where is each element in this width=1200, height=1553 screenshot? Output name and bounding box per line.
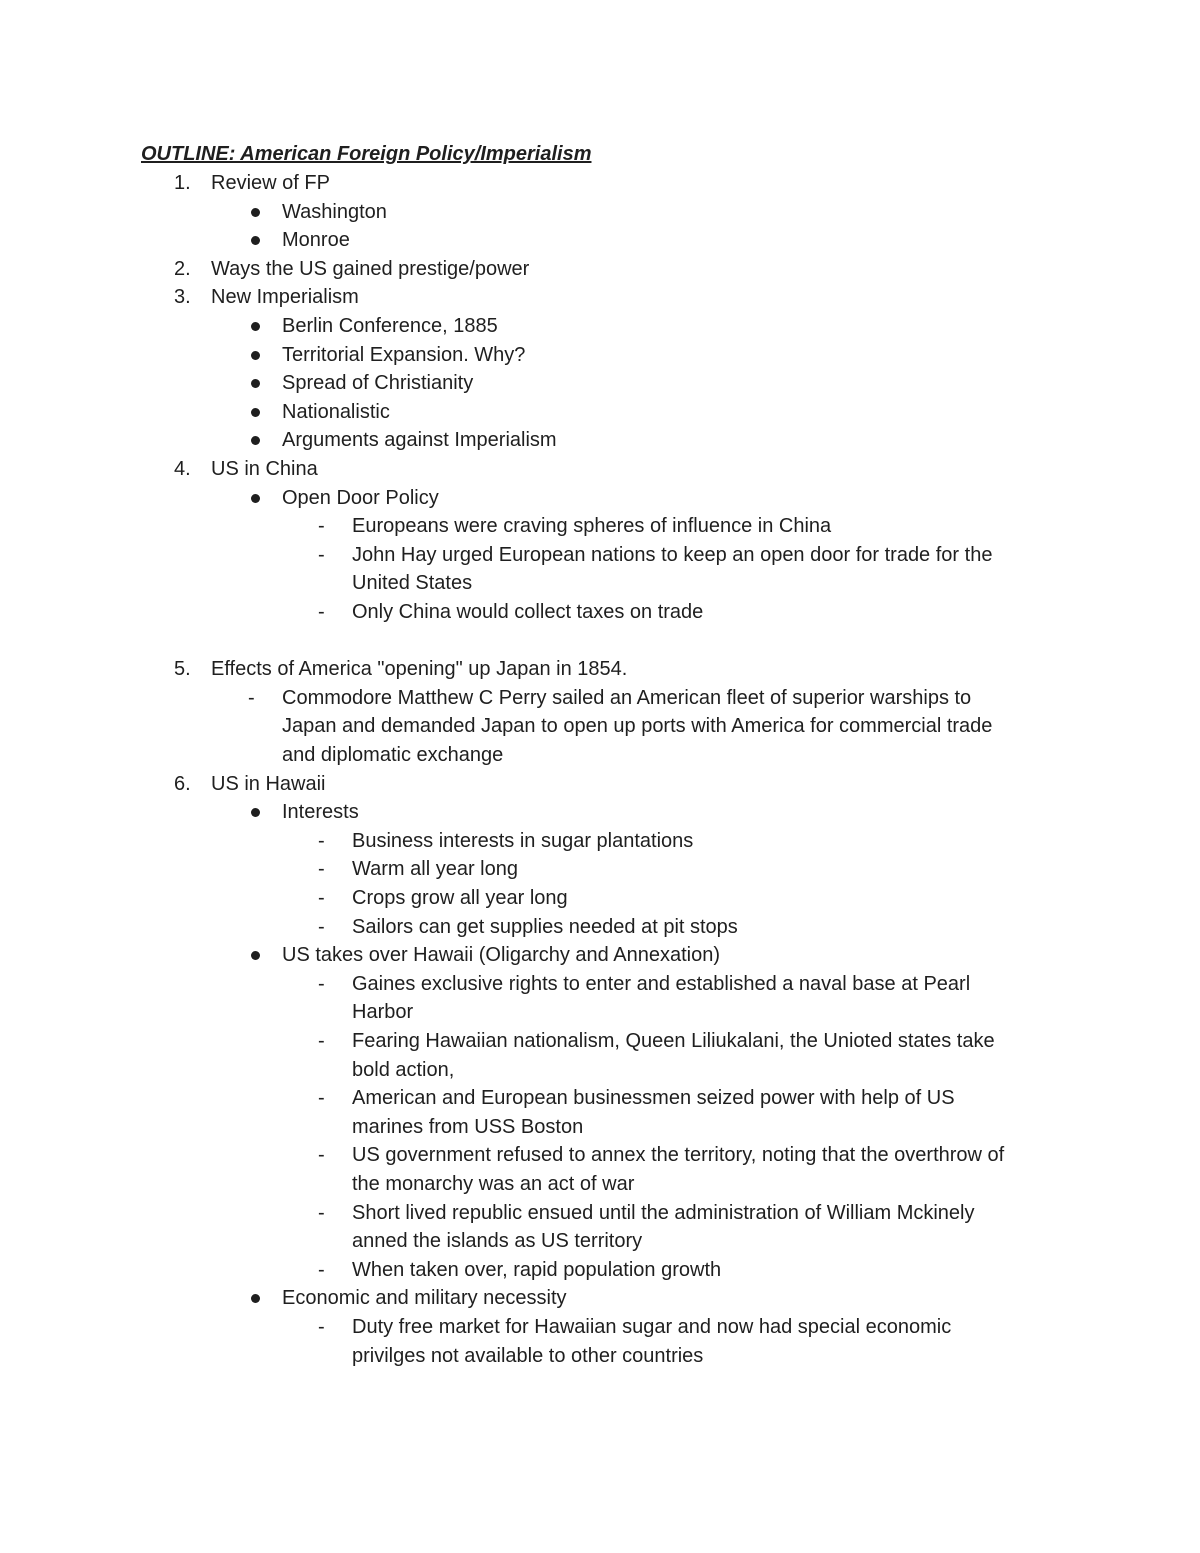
bullet-item [0, 341, 1200, 370]
bullet-item [0, 398, 1200, 427]
item-text: Effects of America "opening" up Japan in 1854. [211, 658, 628, 681]
bullet-item [0, 941, 1200, 970]
dash-marker: - [318, 887, 325, 909]
dash-text: Business interests in sugar plantations [352, 829, 694, 852]
bullet-item [0, 226, 1200, 255]
dash-item [0, 913, 1200, 942]
dash-text: Gaines exclusive rights to enter and established a naval base at Pearl [352, 972, 971, 995]
dash-text: John Hay urged European nations to keep an open door for trade for the [352, 543, 993, 566]
dash-text: anned the islands as US territory [352, 1230, 643, 1253]
dash-item [0, 512, 1200, 541]
bullet-text: Berlin Conference, 1885 [282, 315, 498, 337]
dash-text: Harbor [352, 1001, 414, 1024]
bullet-item [0, 312, 1200, 341]
numbered-item [0, 455, 1200, 484]
dash-text: Europeans were craving spheres of influence in China [352, 515, 832, 538]
dash-item [0, 569, 1200, 598]
bullet-icon [251, 808, 260, 817]
dash-marker: - [318, 858, 325, 881]
dash-marker: - [318, 515, 325, 538]
dash-item [0, 855, 1200, 884]
item-number: 1. [174, 172, 191, 194]
item-number: 6. [174, 772, 191, 795]
dash-text: Crops grow all year long [352, 887, 568, 909]
dash-marker: - [318, 1144, 325, 1167]
dash-text: American and European businessmen seized power with help of US [352, 1087, 955, 1110]
bullet-icon [251, 322, 260, 331]
dash-item [0, 1227, 1200, 1256]
dash-text: marines from USS Boston [352, 1115, 584, 1138]
item-text: US in China [211, 458, 318, 480]
dash-text: Commodore Matthew C Perry sailed an American fleet of superior warships to [282, 686, 972, 709]
dash-marker: - [318, 829, 325, 852]
dash-text: Duty free market for Hawaiian sugar and now had special economic [352, 1316, 952, 1338]
item-text: Review of FP [211, 172, 330, 194]
bullet-item [0, 484, 1200, 513]
dash-item [0, 1199, 1200, 1228]
dash-marker: - [318, 601, 325, 623]
dash-marker: - [318, 1316, 325, 1338]
dash-text: When taken over, rapid population growth [352, 1258, 722, 1281]
dash-text: Japan and demanded Japan to open up ports with America for commercial trade [282, 715, 993, 738]
dash-marker: - [318, 1201, 325, 1224]
bullet-icon [251, 436, 260, 445]
dash-text: Only China would collect taxes on trade [352, 601, 704, 623]
dash-item [0, 1084, 1200, 1113]
bullet-item [0, 798, 1200, 827]
dash-text: privilges not available to other countries [352, 1344, 704, 1367]
dash-item [0, 884, 1200, 913]
bullet-text: Washington [282, 200, 387, 223]
bullet-icon [251, 379, 260, 388]
dash-item [0, 827, 1200, 856]
dash-item [0, 998, 1200, 1027]
dash-marker: - [318, 1258, 325, 1281]
dash-marker: - [318, 543, 325, 566]
dash-text: United States [352, 572, 473, 595]
dash-item [0, 1113, 1200, 1142]
bullet-icon [251, 1294, 260, 1303]
bullet-text: Monroe [282, 229, 350, 252]
dash-marker: - [318, 972, 325, 995]
numbered-item [0, 169, 1200, 198]
dash-text: Warm all year long [352, 858, 518, 881]
dash-text: bold action, [352, 1058, 455, 1081]
bullet-icon [251, 208, 260, 217]
bullet-icon [251, 236, 260, 245]
bullet-icon [251, 351, 260, 360]
dash-text: and diplomatic exchange [282, 744, 504, 766]
bullet-text: Nationalistic [282, 400, 390, 423]
dash-item [0, 1170, 1200, 1199]
bullet-item [0, 426, 1200, 455]
dash-item [0, 1256, 1200, 1285]
bullet-text: Arguments against Imperialism [282, 429, 557, 452]
bullet-icon [251, 494, 260, 503]
numbered-item [0, 770, 1200, 799]
dash-item [0, 684, 1200, 713]
dash-item [0, 598, 1200, 627]
item-number: 2. [174, 257, 191, 280]
bullet-item [0, 369, 1200, 398]
dash-item [0, 1056, 1200, 1085]
dash-text: Fearing Hawaiian nationalism, Queen Liliukalani, the Unioted states take [352, 1030, 995, 1052]
dash-item [0, 712, 1200, 741]
bullet-text: Interests [282, 801, 359, 824]
dash-text: the monarchy was an act of war [352, 1173, 635, 1195]
dash-text: Short lived republic ensued until the administration of William Mckinely [352, 1201, 975, 1224]
dash-item [0, 970, 1200, 999]
dash-item [0, 1027, 1200, 1056]
bullet-text: US takes over Hawaii (Oligarchy and Annexation) [282, 944, 720, 967]
item-text: Ways the US gained prestige/power [211, 257, 530, 280]
item-number: 3. [174, 286, 191, 309]
dash-item [0, 1342, 1200, 1371]
dash-text: US government refused to annex the territory, noting that the overthrow of [352, 1144, 1005, 1167]
numbered-item [0, 283, 1200, 312]
bullet-item [0, 1284, 1200, 1313]
bullet-text: Open Door Policy [282, 486, 439, 509]
numbered-item [0, 655, 1200, 684]
page-title: OUTLINE: American Foreign Policy/Imperialism [141, 143, 592, 165]
dash-marker: - [318, 1087, 325, 1110]
dash-item [0, 1141, 1200, 1170]
bullet-text: Spread of Christianity [282, 372, 474, 395]
bullet-icon [251, 951, 260, 960]
dash-text: Sailors can get supplies needed at pit stops [352, 915, 738, 938]
item-number: 4. [174, 458, 191, 480]
dash-marker: - [318, 915, 325, 938]
bullet-text: Territorial Expansion. Why? [282, 343, 526, 366]
item-text: US in Hawaii [211, 772, 326, 795]
bullet-icon [251, 408, 260, 417]
item-number: 5. [174, 658, 191, 681]
item-text: New Imperialism [211, 286, 359, 309]
dash-item [0, 541, 1200, 570]
dash-marker: - [248, 686, 255, 709]
dash-item [0, 741, 1200, 770]
bullet-item [0, 198, 1200, 227]
dash-item [0, 1313, 1200, 1342]
dash-marker: - [318, 1030, 325, 1052]
numbered-item [0, 255, 1200, 284]
bullet-text: Economic and military necessity [282, 1287, 567, 1310]
